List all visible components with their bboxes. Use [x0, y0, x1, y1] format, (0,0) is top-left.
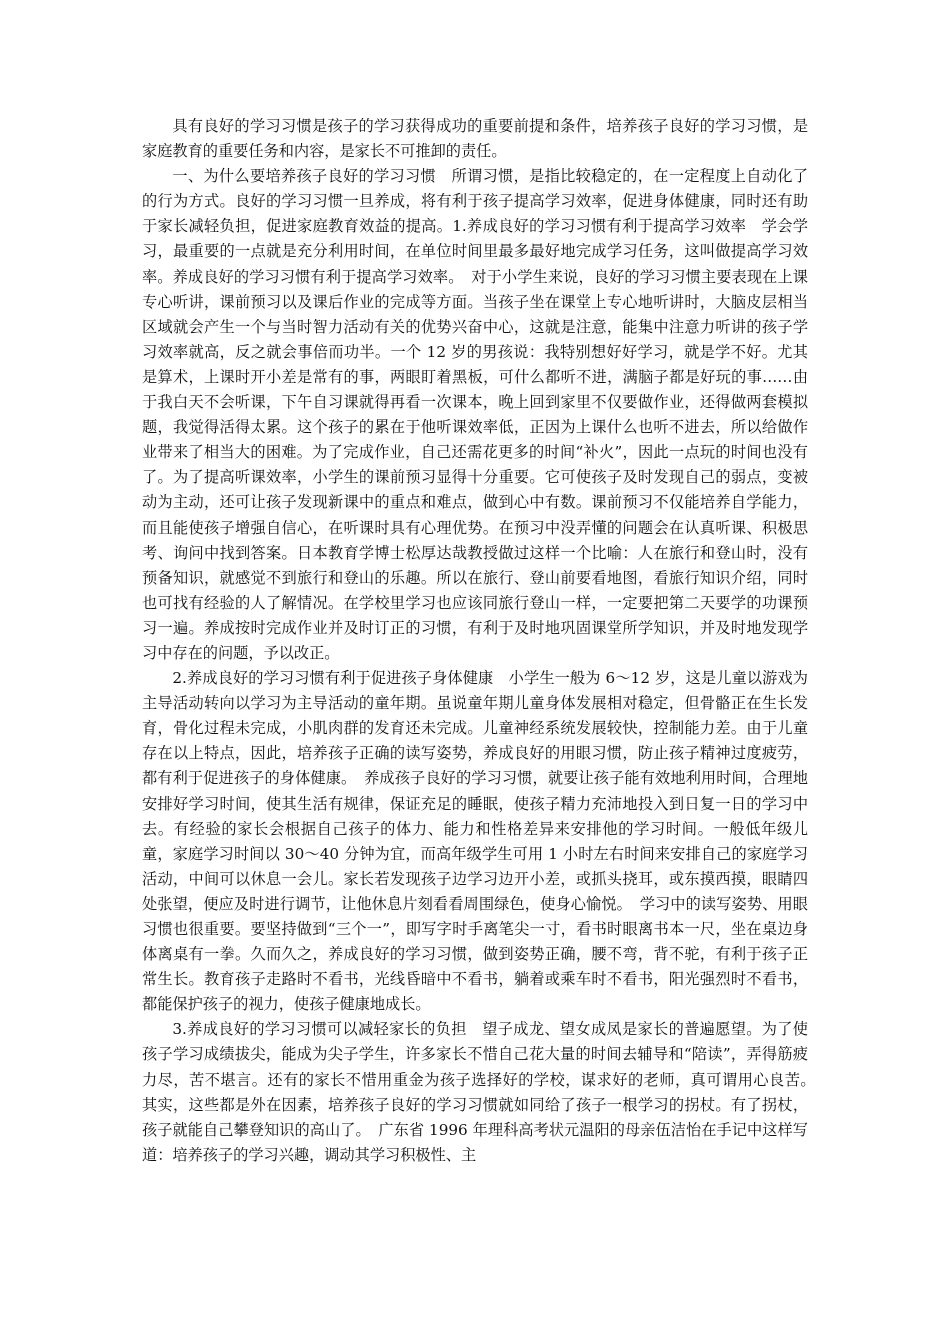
paragraph-section-one: 一、为什么要培养孩子良好的学习习惯 所谓习惯，是指比较稳定的，在一定程度上自动化了的行为方式。良好的学习习惯一旦养成，将有利于孩子提高学习效率，促进身体健康，同时还有助于家长减轻负担，促进家庭教育效益的提高。1.养成良好的学习习惯有利于提高学习效率 学会学习，最重要的一点就是充分利用时间，在单位时间里最多最好地完成学习任务，这叫做提高学习效率。养成良好的学习习惯有利于提高学习效率。 对于小学生来说，良好的学习习惯主要表现在上课专心听讲，课前预习以及课后作业的完成等方面。当孩子坐在课堂上专心地听讲时，大脑皮层相当区域就会产生一个与当时智力活动有关的优势兴奋中心，这就是注意，能集中注意力听讲的孩子学习效率就高，反之就会事倍而功半。一个 12 岁的男孩说：我特别想好好学习，就是学不好。尤其是算术，上课时开小差是常有的事，两眼盯着黑板，可什么都听不进，满脑子都是好玩的事……由于我白天不会听课，下午自习课就得再看一次课本，晚上回到家里不仅要做作业，还得做两套模拟题，我觉得活得太累。这个孩子的累在于他听课效率低，正因为上课什么也听不进去，所以给做作业带来了相当大的困难。为了完成作业，自己还需花更多的时间“补火”，因此一点玩的时间也没有了。为了提高听课效率，小学生的课前预习显得十分重要。它可使孩子及时发现自己的弱点，变被动为主动，还可让孩子发现新课中的重点和难点，做到心中有数。课前预习不仅能培养自学能力，而且能使孩子增强自信心，在听课时具有心理优势。在预习中没弄懂的问题会在认真听课、积极思考、询问中找到答案。日本教育学博士松厚达哉教授做过这样一个比喻：人在旅行和登山时，没有预备知识，就感觉不到旅行和登山的乐趣。所以在旅行、登山前要看地图，看旅行知识介绍，同时也可找有经验的人了解情况。在学校里学习也应该同旅行登山一样，一定要把第二天要学的功课预习一遍。养成按时完成作业并及时订正的习惯，有利于及时地巩固课堂所学知识，并及时地发现学习中存在的问题，予以改正。 [142, 167, 808, 662]
paragraph-intro: 具有良好的学习习惯是孩子的学习获得成功的重要前提和条件，培养孩子良好的学习习惯，是家庭教育的重要任务和内容，是家长不可推卸的责任。 [142, 117, 808, 161]
paragraph-point-three: 3.养成良好的学习习惯可以减轻家长的负担 望子成龙、望女成凤是家长的普遍愿望。为了使孩子学习成绩拔尖，能成为尖子学生，许多家长不惜自己花大量的时间去辅导和“陪读”，弄得筋疲力尽，苦不堪言。还有的家长不惜用重金为孩子选择好的学校，谋求好的老师，真可谓用心良苦。 其实，这些都是外在因素，培养孩子良好的学习习惯就如同给了孩子一根学习的拐杖。有了拐杖，孩子就能自己攀登知识的高山了。 广东省 1996 年理科高考状元温阳的母亲伍洁怡在手记中这样写道：培养孩子的学习兴趣，调动其学习积极性、主 [142, 1020, 824, 1164]
paragraph-point-two: 2.养成良好的学习习惯有利于促进孩子身体健康 小学生一般为 6～12 岁，这是儿童以游戏为主导活动转向以学习为主导活动的童年期。虽说童年期儿童身体发展相对稳定，但骨骼正在生长发育，骨化过程未完成，小肌肉群的发育还未完成。儿童神经系统发展较快，控制能力差。由于儿童存在以上特点，因此，培养孩子正确的读写姿势，养成良好的用眼习惯，防止孩子精神过度疲劳，都有利于促进孩子的身体健康。 养成孩子良好的学习习惯，就要让孩子能有效地利用时间，合理地安排好学习时间，使其生活有规律，保证充足的睡眠，使孩子精力充沛地投入到日复一日的学习中去。有经验的家长会根据自己孩子的体力、能力和性格差异来安排他的学习时间。一般低年级儿童，家庭学习时间以 30～40 分钟为宜，而高年级学生可用 1 小时左右时间来安排自己的家庭学习活动，中间可以休息一会儿。家长若发现孩子边学习边开小差，或抓头挠耳，或东摸西摸，眼睛四处张望，便应及时进行调节，让他休息片刻看看周围绿色，使身心愉悦。 学习中的读写姿势、用眼习惯也很重要。要坚持做到“三个一”，即写字时手离笔尖一寸，看书时眼离书本一尺，坐在桌边身体离桌有一拳。久而久之，养成良好的学习习惯，做到姿势正确，腰不弯，背不驼，有利于孩子正常生长。教育孩子走路时不看书，光线昏暗中不看书，躺着或乘车时不看书，阳光强烈时不看书，都能保护孩子的视力，使孩子健康地成长。 [142, 669, 808, 1014]
body-text [142, 114, 824, 1168]
